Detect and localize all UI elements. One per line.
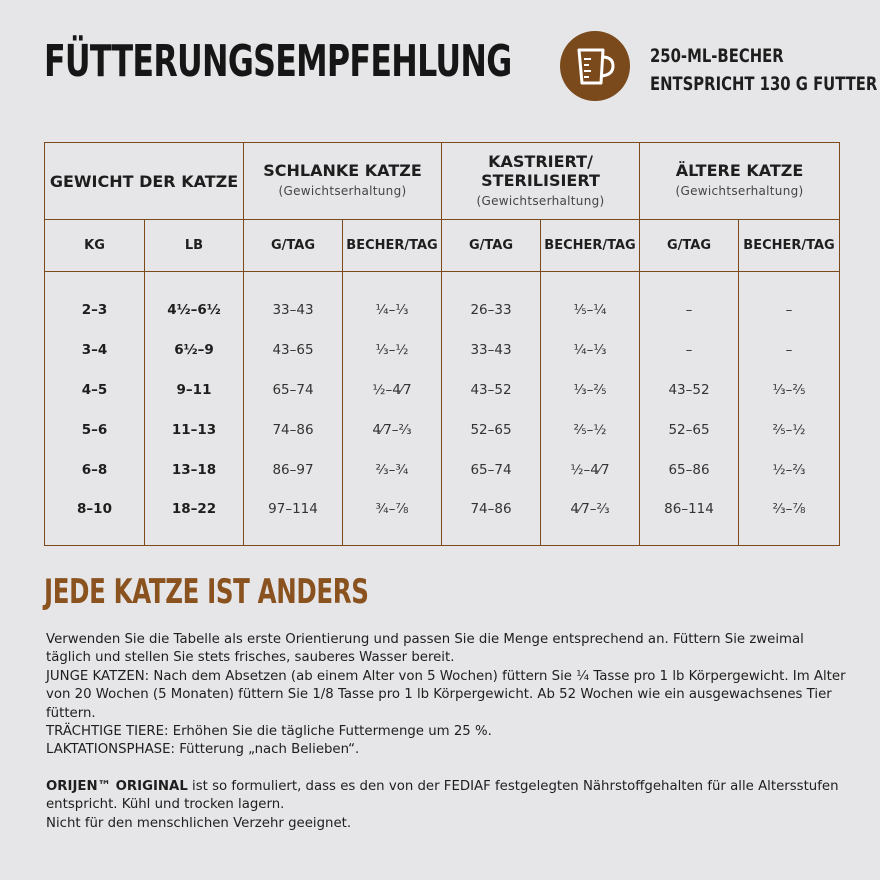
cup-info	[650, 42, 877, 98]
cell-g-per-day: 33–43	[244, 272, 343, 330]
group-subtitle: (Gewichtserhaltung)	[476, 193, 605, 208]
lactation-label: LAKTATIONSPHASE	[46, 742, 171, 758]
column-header-lb: LB	[145, 220, 244, 272]
weight-header: GEWICHT DER KATZE	[45, 143, 244, 220]
kittens-paragraph	[46, 668, 846, 723]
intro-paragraph: Verwenden Sie die Tabelle als erste Orientierung und passen Sie die Menge entsprechend an. Füttern Sie zweimal täglich und stellen Sie stets frisches, sauberes Wasser bereit.	[46, 632, 804, 666]
footer-note: Nicht für den menschlichen Verzehr geeignet.	[46, 815, 352, 831]
column-header-g-per-day: G/TAG	[442, 220, 541, 272]
section-title: JEDE KATZE IST ANDERS	[44, 572, 369, 612]
cell-cups-per-day: ⅔–¾	[343, 450, 442, 490]
column-header-kg: KG	[45, 220, 145, 272]
group-title: SCHLANKE KATZE	[263, 161, 422, 180]
table-row	[45, 272, 840, 330]
cell-g-per-day: 26–33	[442, 272, 541, 330]
cell-g-per-day: 74–86	[442, 490, 541, 546]
cell-g-per-day: 65–74	[442, 450, 541, 490]
cell-cups-per-day: 4⁄7–⅔	[343, 410, 442, 450]
page-title: FÜTTERUNGSEMPFEHLUNG	[44, 36, 512, 87]
cell-lb: 6½–9	[145, 330, 244, 370]
measuring-cup-icon	[573, 46, 617, 86]
cell-g-per-day: –	[640, 272, 739, 330]
cell-lb: 4½–6½	[145, 272, 244, 330]
cup-line-1: 250-ML-BECHER	[650, 45, 784, 67]
column-header-cups-per-day: BECHER/TAG	[739, 220, 840, 272]
brand-text: ist so formuliert, dass es den von der FEDIAF festgelegten Nährstoffgehalten für alle Altersstufen entspricht. Kühl und trocken lagern.	[46, 778, 839, 813]
cell-g-per-day: 97–114	[244, 490, 343, 546]
table-row	[45, 490, 840, 546]
cell-cups-per-day: ⅕–¼	[541, 272, 640, 330]
cell-cups-per-day: –	[739, 330, 840, 370]
brand-paragraph	[46, 778, 846, 815]
cell-cups-per-day: –	[739, 272, 840, 330]
column-header-g-per-day: G/TAG	[640, 220, 739, 272]
group-header-senior	[640, 143, 840, 220]
cell-cups-per-day: ⅖–½	[541, 410, 640, 450]
kittens-label: JUNGE KATZEN	[46, 668, 145, 684]
cell-cups-per-day: ¾–⅞	[343, 490, 442, 546]
group-subtitle: (Gewichtserhaltung)	[675, 184, 804, 198]
cell-kg: 5–6	[45, 410, 145, 450]
cell-lb: 11–13	[145, 410, 244, 450]
column-header-g-per-day: G/TAG	[244, 220, 343, 272]
cell-cups-per-day: ⅓–⅖	[541, 370, 640, 410]
cell-kg: 2–3	[45, 272, 145, 330]
cell-cups-per-day: ⅓–½	[343, 330, 442, 370]
cell-g-per-day: –	[640, 330, 739, 370]
kittens-text: : Nach dem Absetzen (ab einem Alter von 5 Wochen) füttern Sie ¼ Tasse pro 1 lb Körpergewicht. Im Alter von 20 Wochen (5 Monaten) füttern Sie 1/8 Tasse pro 1 lb Körpergewicht. Ab 52 Wochen wie ein ausgewachsenes Tier füttern.	[46, 668, 846, 721]
cell-cups-per-day: ½–⅔	[739, 450, 840, 490]
cell-g-per-day: 74–86	[244, 410, 343, 450]
cell-cups-per-day: ⅖–½	[739, 410, 840, 450]
group-title: KASTRIERT/ STERILISIERT	[481, 151, 600, 190]
group-header-slim	[244, 143, 442, 220]
feeding-table	[44, 142, 840, 546]
cell-g-per-day: 65–74	[244, 370, 343, 410]
table-body	[45, 272, 840, 546]
cell-g-per-day: 43–52	[442, 370, 541, 410]
table-row	[45, 410, 840, 450]
cell-g-per-day: 43–65	[244, 330, 343, 370]
cell-kg: 4–5	[45, 370, 145, 410]
cell-kg: 8–10	[45, 490, 145, 546]
lactation-paragraph	[46, 741, 846, 759]
cell-g-per-day: 52–65	[640, 410, 739, 450]
cell-cups-per-day: ½–4⁄7	[343, 370, 442, 410]
info-text	[46, 631, 846, 833]
cell-cups-per-day: ¼–⅓	[343, 272, 442, 330]
group-header-neutered	[442, 143, 640, 220]
cell-lb: 9–11	[145, 370, 244, 410]
cell-g-per-day: 86–97	[244, 450, 343, 490]
column-header-cups-per-day: BECHER/TAG	[541, 220, 640, 272]
brand-label: ORIJEN™ ORIGINAL	[46, 778, 188, 794]
cell-g-per-day: 65–86	[640, 450, 739, 490]
group-subtitle: (Gewichtserhaltung)	[278, 184, 407, 198]
cell-kg: 3–4	[45, 330, 145, 370]
cell-g-per-day: 43–52	[640, 370, 739, 410]
column-header-cups-per-day: BECHER/TAG	[343, 220, 442, 272]
cell-g-per-day: 52–65	[442, 410, 541, 450]
cup-line-2: ENTSPRICHT 130 G FUTTER	[650, 73, 878, 95]
cell-cups-per-day: 4⁄7–⅔	[541, 490, 640, 546]
cell-cups-per-day: ⅓–⅖	[739, 370, 840, 410]
cell-cups-per-day: ¼–⅓	[541, 330, 640, 370]
lactation-text: : Fütterung „nach Belieben“.	[170, 742, 360, 758]
cell-lb: 18–22	[145, 490, 244, 546]
cell-g-per-day: 86–114	[640, 490, 739, 546]
table-row	[45, 370, 840, 410]
cell-kg: 6–8	[45, 450, 145, 490]
pregnant-paragraph	[46, 723, 846, 741]
cell-g-per-day: 33–43	[442, 330, 541, 370]
cell-lb: 13–18	[145, 450, 244, 490]
table-row	[45, 330, 840, 370]
cup-badge	[560, 31, 630, 101]
table-row	[45, 450, 840, 490]
cell-cups-per-day: ⅔–⅞	[739, 490, 840, 546]
pregnant-text: : Erhöhen Sie die tägliche Futtermenge um 25 %.	[164, 724, 492, 740]
cell-cups-per-day: ½–4⁄7	[541, 450, 640, 490]
group-title: ÄLTERE KATZE	[675, 161, 804, 180]
pregnant-label: TRÄCHTIGE TIERE	[46, 724, 165, 740]
